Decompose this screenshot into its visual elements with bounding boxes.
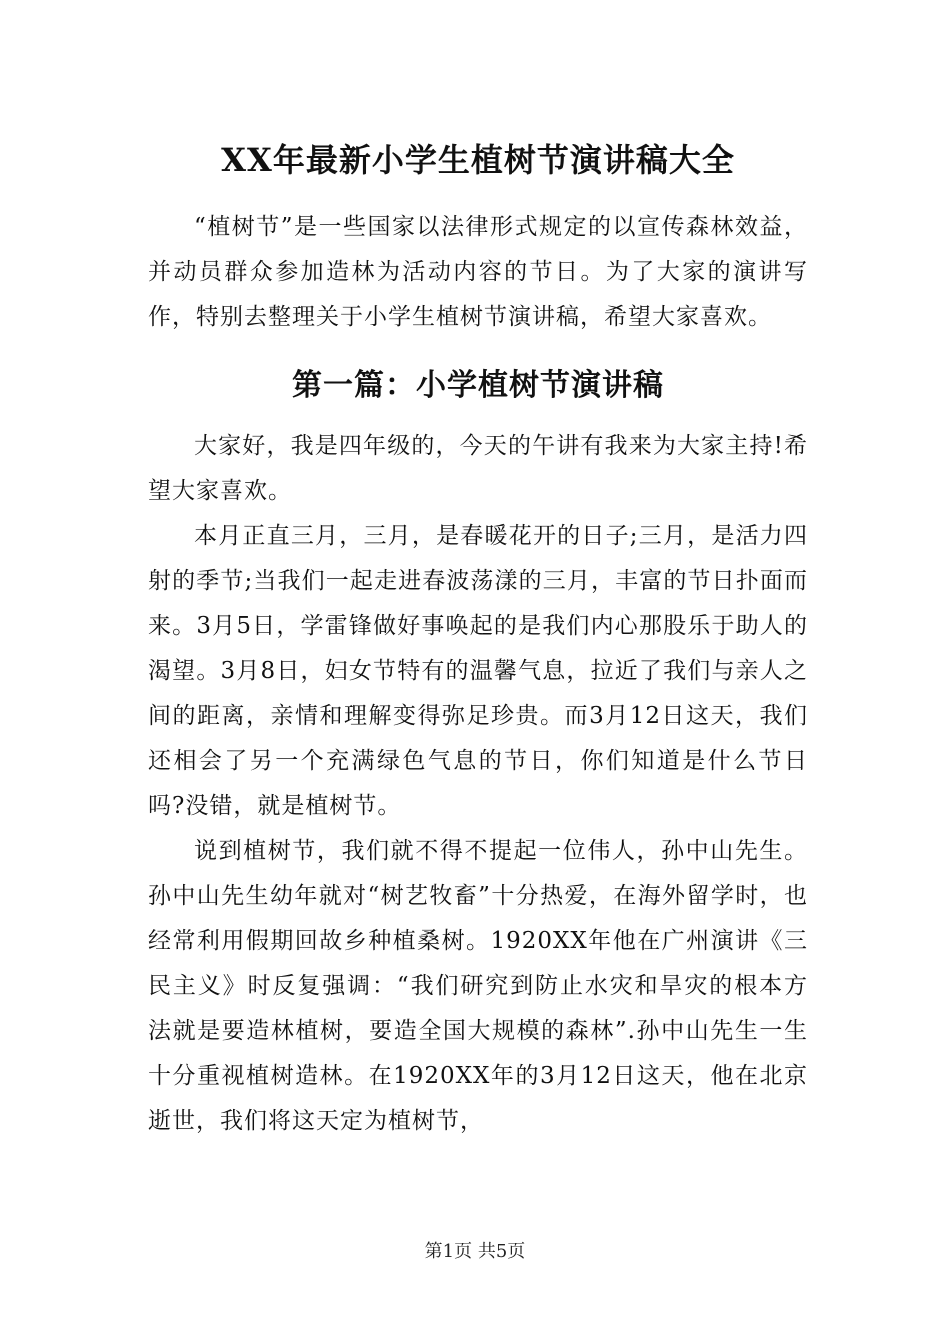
spacer [148, 340, 808, 354]
page-number-footer: 第1页 共5页 [424, 1241, 526, 1262]
body-paragraph: 说到植树节，我们就不得不提起一位伟人，孙中山先生。孙中山先生幼年就对“树艺牧畜”十分热爱，在海外留学时，也经常利用假期回故乡种植桑树。1920XX年他在广州演讲《三民主义》时反复强调：“我们研究到防止水灾和旱灾的根本方法就是要造林植树，要造全国大规模的森林”.孙中山先生一生十分重视植树造林。在1920XX年的3月12日这天，他在北京逝世，我们将这天定为植树节， [148, 838, 808, 1134]
document-body [148, 130, 808, 1144]
spacer [148, 190, 808, 205]
section-heading: 第一篇：小学植树节演讲稿 [292, 368, 664, 403]
intro-paragraph: “植树节”是一些国家以法律形式规定的以宣传森林效益，并动员群众参加造林为活动内容的节日。为了大家的演讲写作，特别去整理关于小学生植树节演讲稿，希望大家喜欢。 [148, 214, 808, 330]
document-title: XX年最新小学生植树节演讲稿大全 [221, 141, 735, 179]
body-paragraph: 本月正直三月，三月，是春暖花开的日子;三月，是活力四射的季节;当我们一起走进春波荡漾的三月，丰富的节日扑面而来。3月5日，学雷锋做好事唤起的是我们内心那股乐于助人的渴望。3月8日，妇女节特有的温馨气息，拉近了我们与亲人之间的距离，亲情和理解变得弥足珍贵。而3月12日这天，我们还相会了另一个充满绿色气息的节日，你们知道是什么节日吗?没错，就是植树节。 [148, 523, 808, 819]
body-paragraph: 大家好，我是四年级的，今天的午讲有我来为大家主持!希望大家喜欢。 [148, 433, 808, 504]
